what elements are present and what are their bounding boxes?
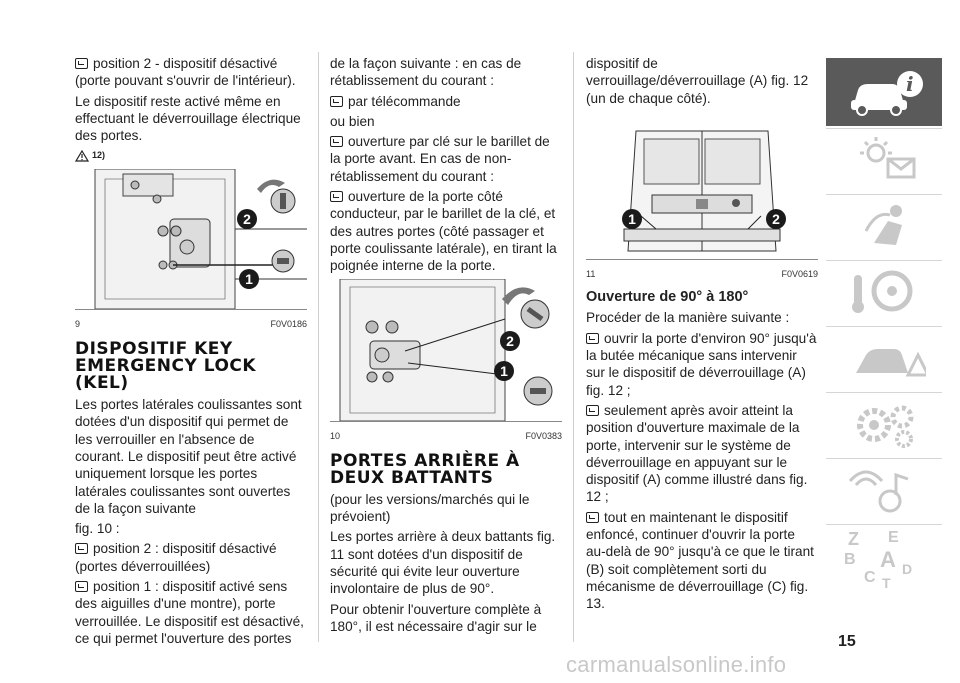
paragraph: Le dispositif reste activé même en effectuant le déverrouillage électrique des portes.	[75, 93, 301, 144]
rear-doors-illustration	[586, 111, 818, 259]
figure-10	[330, 279, 562, 422]
figure-caption: 11 F0V0619	[586, 268, 818, 279]
bullet-item: seulement après avoir atteint la position d'ouverture maximale de la porte, intervenir sur le système de déverrouillage en appuyant sur le dispositif (A) comme illustré dans fig. 12 ;	[586, 402, 808, 505]
paragraph: fig. 10 :	[75, 521, 120, 537]
figure-9	[75, 169, 307, 310]
section-heading: PORTES ARRIÈRE À DEUX BATTANTS	[330, 450, 520, 488]
paragraph: position 2 - dispositif désactivé (porte pouvant s'ouvrir de l'intérieur).	[75, 56, 296, 89]
airbag-safety-icon	[846, 201, 926, 251]
warning-triangle-icon	[75, 150, 89, 162]
tab-airbag-safety[interactable]	[826, 194, 942, 253]
tab-key-steering[interactable]	[826, 260, 942, 319]
callout-1: 1	[494, 361, 514, 381]
warning-lights-icon	[846, 135, 926, 185]
bullet-item: ouverture par clé sur le barillet de la porte avant. En cas de non-rétablissement du courant :	[330, 134, 550, 184]
column-2	[330, 55, 562, 638]
tab-alphabetical-index[interactable]	[826, 524, 942, 605]
paragraph: ou bien	[330, 113, 375, 129]
bullet-item: position 1 : dispositif activé sens des aiguilles d'une montre), porte verrouillée. Le dispositif est désactivé, ce qui permet l'ouverture des portes	[75, 579, 304, 646]
tab-warning-lights[interactable]	[826, 128, 942, 187]
warning-reference: 12)	[75, 147, 307, 164]
page-number: 15	[838, 633, 856, 650]
chapter-sidebar	[826, 58, 942, 633]
section-heading: Ouverture de 90° à 180°	[586, 289, 749, 306]
checkbox-bullet-icon	[586, 405, 599, 416]
checkbox-bullet-icon	[330, 136, 343, 147]
key-steering-icon	[846, 267, 926, 317]
column-3	[586, 55, 818, 616]
checkbox-bullet-icon	[75, 543, 88, 554]
figure-11	[586, 111, 818, 260]
tab-road-emergency[interactable]	[826, 326, 942, 385]
checkbox-bullet-icon	[75, 58, 88, 69]
callout-2: 2	[766, 209, 786, 229]
figure-caption: 9 F0V0186	[75, 318, 307, 329]
checkbox-bullet-icon	[330, 191, 343, 202]
column-divider	[318, 52, 319, 642]
tab-car-info[interactable]	[826, 58, 942, 126]
checkbox-bullet-icon	[586, 333, 599, 344]
tab-maintenance[interactable]	[826, 392, 942, 451]
multimedia-music-icon	[846, 465, 926, 515]
paragraph: Procéder de la manière suivante :	[586, 310, 790, 326]
door-lock-closeup-illustration	[330, 279, 562, 421]
road-emergency-icon	[846, 333, 926, 383]
watermark: carmanualsonline.info	[566, 652, 787, 677]
checkbox-bullet-icon	[586, 512, 599, 523]
door-lock-illustration	[75, 169, 307, 309]
paragraph: Les portes arrière à deux battants fig. 11 sont dotées d'un dispositif de sécurité qui évite leur ouverture involontaire de plus de 90°.	[330, 529, 556, 597]
section-heading: DISPOSITIF KEY EMERGENCY LOCK (KEL)	[75, 339, 257, 394]
column-1	[75, 55, 307, 650]
paragraph: Pour obtenir l'ouverture complète à 180°, il est nécessaire d'agir sur le	[330, 601, 542, 634]
bullet-item: par télécommande	[330, 93, 562, 110]
car-info-icon	[846, 64, 926, 120]
paragraph: de la façon suivante : en cas de rétablissement du courant :	[330, 56, 522, 89]
checkbox-bullet-icon	[75, 581, 88, 592]
callout-2: 2	[500, 331, 520, 351]
bullet-item: position 2 : dispositif désactivé (portes déverrouillées)	[75, 541, 277, 574]
bullet-item: ouvrir la porte d'environ 90° jusqu'à la butée mécanique sans intervenir sur le dispositif de déverrouillage (A) fig. 12 ;	[586, 330, 817, 398]
callout-1: 1	[622, 209, 642, 229]
alphabetical-index-icon: Z E B A D C T	[844, 529, 913, 591]
info-letter: i	[906, 72, 914, 96]
figure-caption: 10 F0V0383	[330, 430, 562, 441]
paragraph: (pour les versions/marchés qui le prévoient)	[330, 491, 530, 525]
maintenance-gears-icon	[846, 399, 926, 449]
paragraph: dispositif de verrouillage/déverrouillage (A) fig. 12 (un de chaque côté).	[586, 56, 809, 106]
tab-multimedia[interactable]	[826, 458, 942, 517]
checkbox-bullet-icon	[330, 96, 343, 107]
bullet-item: tout en maintenant le dispositif enfoncé, continuer d'ouvrir la porte au-delà de 90° jusqu'à ce que le tirant (B) soit complètement sorti du mécanisme de déverrouillage (C) fig. 13.	[586, 509, 814, 612]
callout-2: 2	[237, 209, 257, 229]
bullet-item: ouverture de la porte côté conducteur, par le barillet de la clé, et des autres portes (côté passager et porte coulissante latérale), en tirant la poignée interne de la porte.	[330, 189, 557, 274]
callout-1: 1	[239, 269, 259, 289]
paragraph: Les portes latérales coulissantes sont dotées d'un dispositif qui permet de les verrouiller en l'absence de courant. Le dispositif peut être activé uniquement lorsque les portes latérales coulissantes sont ouvertes de la façon suivante	[75, 397, 302, 516]
column-divider	[573, 52, 574, 642]
